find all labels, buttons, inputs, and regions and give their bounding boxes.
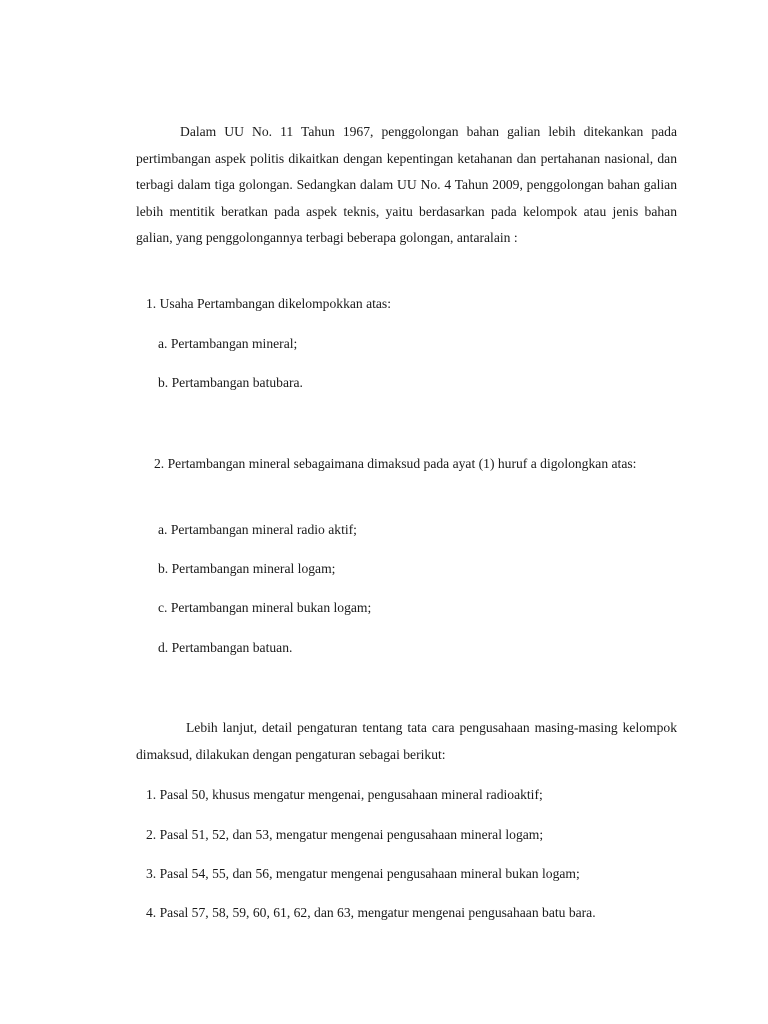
pasal-item-2: 2. Pasal 51, 52, dan 53, mengatur mengenai pengusahaan mineral logam; [146,827,544,842]
followup-paragraph: Lebih lanjut, detail pengaturan tentang tata cara pengusahaan masing-masing kelompok dimaksud, dilakukan dengan pengaturan sebagai berikut: [136,720,677,762]
sub-item-2d: d. Pertambangan batuan. [158,640,293,655]
sub-item-1b: b. Pertambangan batubara. [158,375,303,390]
sub-item-2c: c. Pertambangan mineral bukan logam; [158,600,372,615]
pasal-item-3: 3. Pasal 54, 55, dan 56, mengatur mengenai pengusahaan mineral bukan logam; [146,866,580,881]
sub-item-2a: a. Pertambangan mineral radio aktif; [158,522,357,537]
list-item-1: 1. Usaha Pertambangan dikelompokkan atas: [146,296,391,311]
list-item-2: 2. Pertambangan mineral sebagaimana dimaksud pada ayat (1) huruf a digolongkan atas: [154,456,637,471]
sub-item-1a: a. Pertambangan mineral; [158,336,298,351]
intro-paragraph: Dalam UU No. 11 Tahun 1967, penggolongan bahan galian lebih ditekankan pada pertimbangan aspek politis dikaitkan dengan kepentingan ketahanan dan pertahanan nasional, dan terbagi dalam tiga golongan. Sedangkan dalam UU No. 4 Tahun 2009, penggolongan bahan galian lebih mentitik beratkan pada aspek teknis, yaitu berdasarkan pada kelompok atau jenis bahan galian, yang penggolongannya terbagi beberapa golongan, antaralain : [136,124,677,245]
sub-item-2b: b. Pertambangan mineral logam; [158,561,336,576]
pasal-item-4: 4. Pasal 57, 58, 59, 60, 61, 62, dan 63, mengatur mengenai pengusahaan batu bara. [146,905,596,920]
pasal-item-1: 1. Pasal 50, khusus mengatur mengenai, pengusahaan mineral radioaktif; [146,787,543,802]
